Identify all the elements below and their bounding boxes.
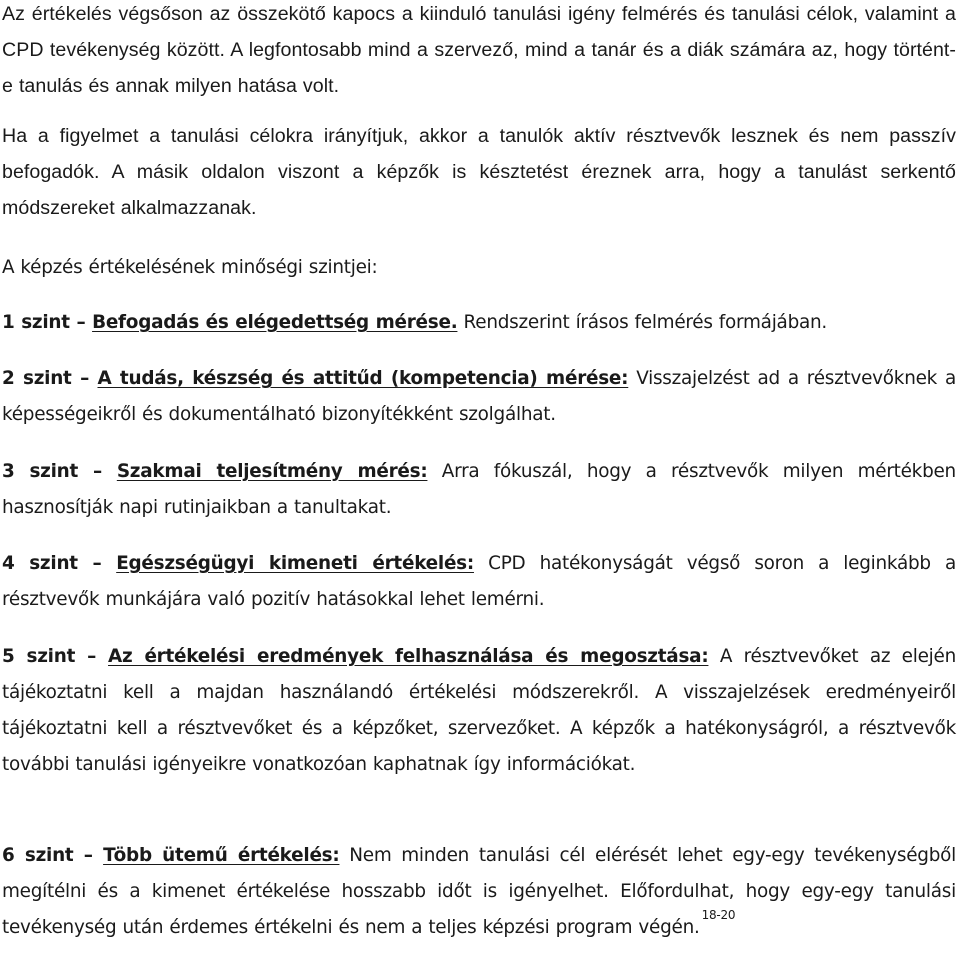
intro-paragraph-2 <box>2 118 956 226</box>
level-5-dash: – <box>75 646 109 667</box>
level-2-dash: – <box>71 368 98 389</box>
level-2-description: Visszajelzést ad a résztvevőknek a képességeikről és dokumentálható bizonyítékként szolgálhat. <box>2 368 956 425</box>
intro-text-2b: A másik oldalon viszont a képzők is késztetést éreznek arra, hogy a tanulást serkentő módszereket alkalmazzanak. <box>2 161 956 219</box>
level-6-paragraph <box>2 838 956 946</box>
level-5-title: Az értékelési eredmények felhasználása és megosztása: <box>108 646 709 667</box>
level-5-number: 5 szint <box>2 646 76 667</box>
level-6-title: Több ütemű értékelés: <box>103 845 340 866</box>
level-4-number: 4 szint <box>2 553 78 574</box>
level-1-number: 1 szint <box>2 312 70 333</box>
level-1-dash: – <box>69 312 93 333</box>
level-6-number: 6 szint <box>2 845 74 866</box>
level-3-description: Arra fókuszál, hogy a résztvevők milyen mértékben hasznosítják napi rutinjaikban a tanultakat. <box>2 461 956 518</box>
level-3-paragraph <box>2 454 956 526</box>
level-4-dash: – <box>77 553 117 574</box>
level-3-dash: – <box>78 461 117 482</box>
levels-heading <box>2 250 956 286</box>
level-6-description: Nem minden tanulási cél elérését lehet egy-egy tevékenységből megítélni és a kimenet értékelése hosszabb időt is igényelhet. Előfordulhat, hogy egy-egy tanulási tevékenység után érdemes értékelni és nem a teljes képzési program végén. <box>2 845 956 938</box>
level-3-title: Szakmai teljesítmény mérés: <box>116 461 428 482</box>
intro-text-1: Az értékelés végsőson az összekötő kapocs a kiinduló tanulási igény felmérés és tanulási célok, valamint a CPD tevékenység között. A legfontosabb mind a szervező, mind a tanár és a diák számára az, hogy történt-e tanulás és annak milyen hatása volt. <box>2 3 956 97</box>
footnote-reference: 18-20 <box>701 908 736 922</box>
level-6-dash: – <box>73 845 104 866</box>
level-4-description: CPD hatékonyságát végső soron a leginkább a résztvevők munkájára való pozitív hatásokkal lehet lemérni. <box>2 553 956 610</box>
level-4-paragraph <box>2 546 956 618</box>
intro-text-2a: Ha a figyelmet a tanulási célokra irányítjuk, akkor a tanulók aktív résztvevők lesznek és nem passzív befogadók. <box>2 125 956 183</box>
level-4-title: Egészségügyi kimeneti értékelés: <box>116 553 474 574</box>
level-1-description: Rendszerint írásos felmérés formájában. <box>463 312 828 333</box>
level-2-paragraph <box>2 361 956 433</box>
levels-heading-text: A képzés értékelésének minőségi szintjei: <box>2 257 378 278</box>
level-1-title: Befogadás és elégedettség mérése. <box>92 312 458 333</box>
level-1-paragraph <box>2 305 956 341</box>
level-5-description: A résztvevőket az elején tájékoztatni kell a majdan használandó értékelési módszerekről. A visszajelzések eredményeiről tájékoztatni kell a résztvevőket és a képzőket, szervezőket. A képzők a hatékonyságról, a résztvevők további tanulási igényeikre vonatkozóan kaphatnak így információkat. <box>2 646 956 775</box>
intro-paragraph-1 <box>2 0 956 104</box>
level-3-number: 3 szint <box>2 461 79 482</box>
level-5-paragraph <box>2 639 956 783</box>
level-2-title: A tudás, készség és attitűd (kompetencia) mérése: <box>97 368 629 389</box>
level-2-number: 2 szint <box>2 368 72 389</box>
